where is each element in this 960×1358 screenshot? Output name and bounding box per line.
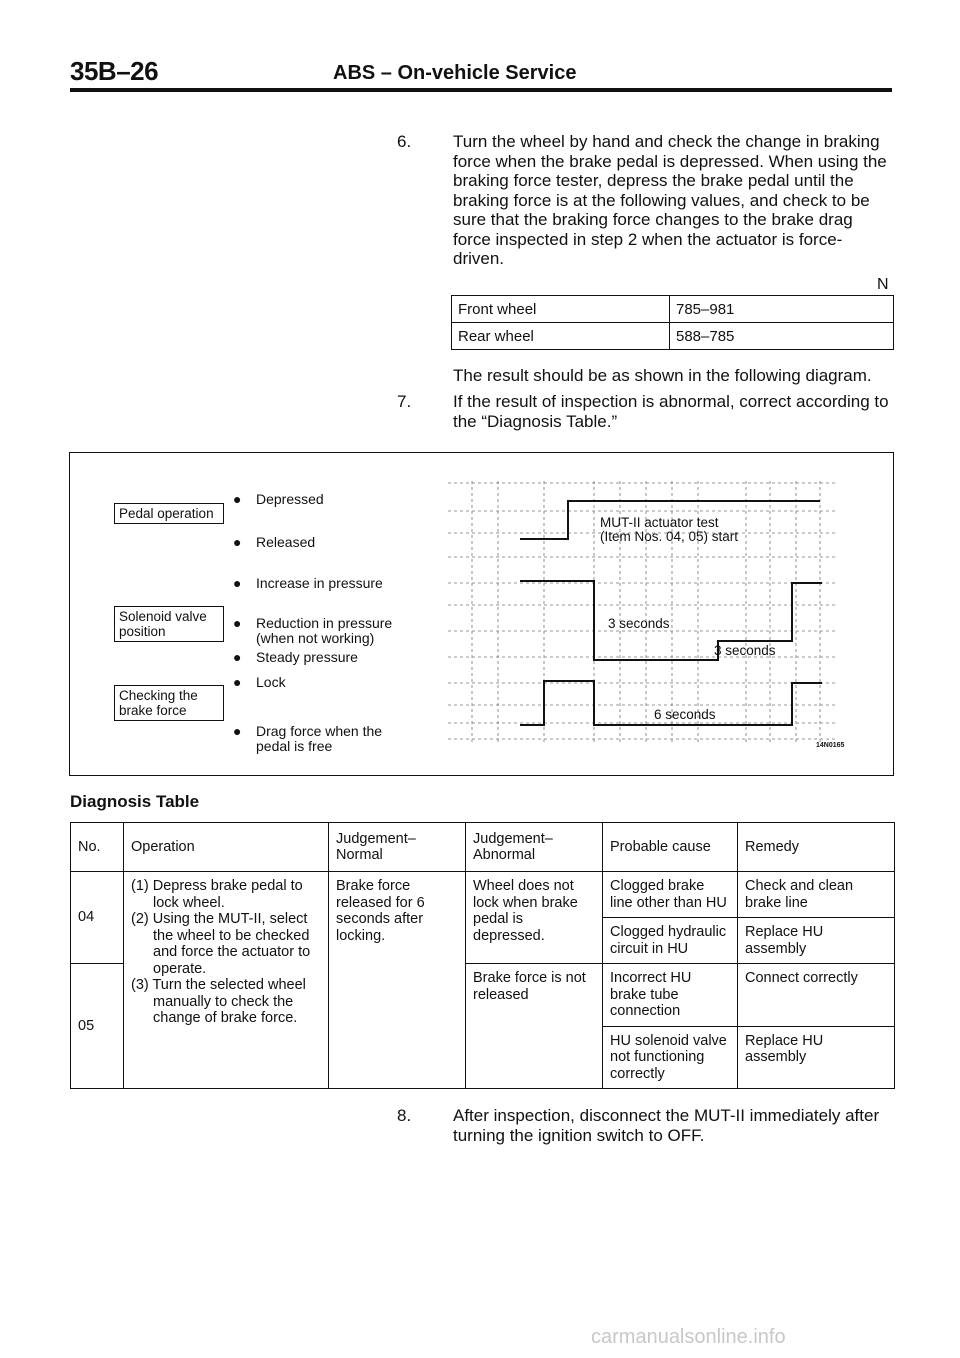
operation-cell xyxy=(124,872,329,1089)
table-row xyxy=(452,323,894,350)
table-header-row xyxy=(71,823,895,872)
header-rule xyxy=(70,88,892,92)
page-number: 35B–26 xyxy=(70,56,159,86)
bullet-icon: ● xyxy=(233,723,242,739)
solenoid-waveform xyxy=(520,581,822,660)
bullet-icon: ● xyxy=(233,575,242,591)
header-operation: Operation xyxy=(124,823,329,872)
watermark: carmanualsonline.info xyxy=(591,1326,786,1348)
bullet-icon: ● xyxy=(233,491,242,507)
header-abnormal: Judgement– Abnormal xyxy=(466,823,603,872)
timing-diagram xyxy=(69,452,894,776)
operation-step: (2) Using the MUT-II, select the wheel to be checked and force the actuator to operate. xyxy=(131,911,311,977)
step-8 xyxy=(397,1106,897,1148)
diagnosis-title: Diagnosis Table xyxy=(70,792,200,811)
wheel-cell: Rear wheel xyxy=(452,323,670,350)
result-note: The result should be as shown in the following diagram. xyxy=(453,366,872,385)
step-7 xyxy=(397,392,897,434)
remedy-cell: Connect correctly xyxy=(738,964,895,1027)
cause-cell: Clogged hydraulic circuit in HU xyxy=(603,918,738,964)
cause-cell: Incorrect HU brake tube connection xyxy=(603,964,738,1027)
remedy-cell: Check and clean brake line xyxy=(738,872,895,918)
state-depressed: ● Depressed xyxy=(233,491,324,507)
item-no-cell: 04 xyxy=(71,872,124,964)
three-seconds-label-a: 3 seconds xyxy=(608,616,670,631)
pedal-operation-label: Pedal operation xyxy=(114,503,224,524)
step-6 xyxy=(397,132,897,272)
three-seconds-label-b: 3 seconds xyxy=(714,643,776,658)
force-unit: N xyxy=(877,276,889,293)
state-drag: ● Drag force when the pedal is free xyxy=(233,723,383,754)
figure-code: 14N0165 xyxy=(816,742,845,749)
step-text: Turn the wheel by hand and check the change in braking force when the brake pedal is depressed. When using the braking force tester, depress the brake pedal until the braking force is at the following values, and check to be sure that the braking force changes to the brake drag force inspected in step 2 when the actuator is force-driven. xyxy=(453,132,887,268)
six-seconds-label: 6 seconds xyxy=(654,707,716,722)
operation-step: (3) Turn the selected wheel manually to check the change of brake force. xyxy=(131,977,306,1026)
state-increase: ● Increase in pressure xyxy=(233,575,383,591)
remedy-cell: Replace HU assembly xyxy=(738,918,895,964)
table-row xyxy=(452,296,894,323)
brake-force-label: Checking the brake force xyxy=(114,685,224,721)
step-text: After inspection, disconnect the MUT-II immediately after turning the ignition switch to OFF. xyxy=(453,1106,880,1145)
bullet-icon: ● xyxy=(233,649,242,665)
remedy-cell: Replace HU assembly xyxy=(738,1026,895,1089)
header-remedy: Remedy xyxy=(738,823,895,872)
step-number: 8. xyxy=(397,1106,412,1125)
bullet-icon: ● xyxy=(233,674,242,690)
braking-force-table xyxy=(451,295,894,350)
diagnosis-table xyxy=(70,822,895,1089)
abnormal-cell: Brake force is not released xyxy=(466,964,603,1089)
value-cell: 785–981 xyxy=(670,296,894,323)
wheel-cell: Front wheel xyxy=(452,296,670,323)
state-reduction: ● Reduction in pressure (when not working) xyxy=(233,615,393,646)
abnormal-cell: Wheel does not lock when brake pedal is depressed. xyxy=(466,872,603,964)
state-released: ● Released xyxy=(233,534,316,550)
timing-waveforms xyxy=(70,453,893,775)
normal-cell: Brake force released for 6 seconds after locking. xyxy=(329,872,466,1089)
header-cause: Probable cause xyxy=(603,823,738,872)
bullet-icon: ● xyxy=(233,534,242,550)
state-lock: ● Lock xyxy=(233,674,286,690)
cause-cell: Clogged brake line other than HU xyxy=(603,872,738,918)
mut-test-label: MUT-II actuator test xyxy=(600,515,719,530)
section-title: ABS – On-vehicle Service xyxy=(333,62,577,84)
state-steady: ● Steady pressure xyxy=(233,649,358,665)
header-no: No. xyxy=(71,823,124,872)
item-no-cell: 05 xyxy=(71,964,124,1089)
value-cell: 588–785 xyxy=(670,323,894,350)
step-text: If the result of inspection is abnormal, correct according to the “Diagnosis Table.” xyxy=(453,392,889,431)
table-row xyxy=(71,872,895,918)
header-normal: Judgement– Normal xyxy=(329,823,466,872)
solenoid-position-label: Solenoid valve position xyxy=(114,606,224,642)
bullet-icon: ● xyxy=(233,615,242,631)
cause-cell: HU solenoid valve not functioning correctly xyxy=(603,1026,738,1089)
mut-items-label: (Item Nos. 04, 05) start xyxy=(600,529,739,544)
operation-step: (1) Depress brake pedal to lock wheel. xyxy=(131,878,303,911)
step-number: 6. xyxy=(397,132,412,151)
step-number: 7. xyxy=(397,392,412,411)
